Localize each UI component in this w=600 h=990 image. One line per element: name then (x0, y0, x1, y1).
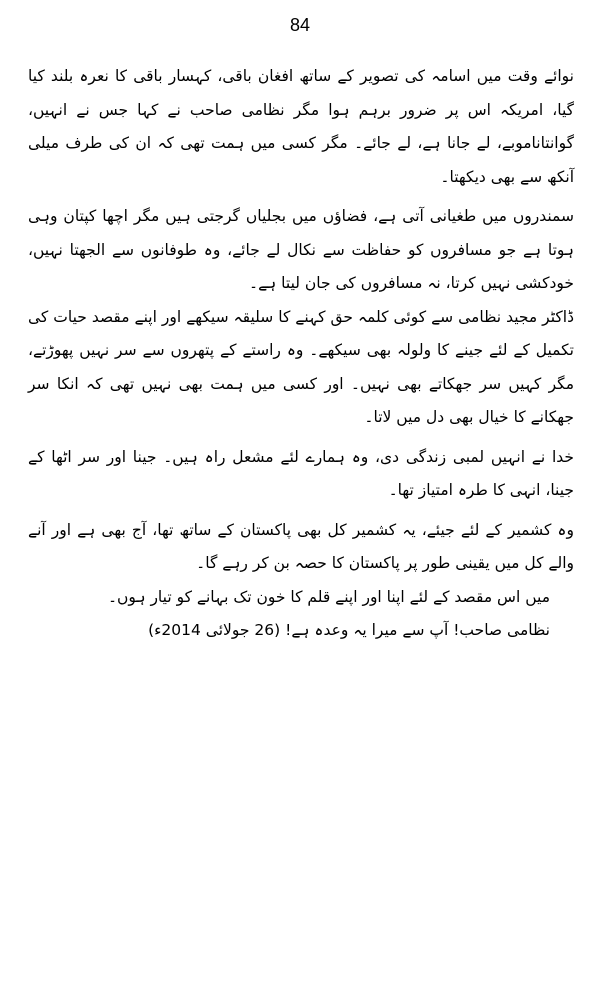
paragraph-captain-storm: سمندروں میں طغیانی آتی ہے، فضاؤں میں بجلیاں گرجتی ہیں مگر اچھا کپتان وہی ہوتا ہے جو مسافروں کو حفاظت سے نکال لے جائے، وہ طوفانوں سے الجھتا نہیں، خودکشی نہیں کرتا، نہ مسافروں کی جان لیتا ہے۔ (28, 207, 574, 292)
page-body (28, 60, 574, 648)
paragraph-kashmir: وہ کشمیر کے لئے جیئے، یہ کشمیر کل بھی پاکستان کے ساتھ تھا، آج بھی ہے اور آنے والے کل میں یقینی طور پر پاکستان کا حصہ بن کر رہے گا۔ (28, 520, 574, 572)
paragraph-long-life: خدا نے انہیں لمبی زندگی دی، وہ ہمارے لئے مشعل راہ ہیں۔ جینا اور سر اٹھا کے جینا، انہی کا طرہ امتیاز تھا۔ (28, 447, 574, 499)
page-number: 84 (289, 15, 311, 35)
paragraph-promise-date: نظامی صاحب! آپ سے میرا یہ وعدہ ہے! (26 جولائی 2014ء) (148, 621, 550, 639)
paragraph-pledge: میں اس مقصد کے لئے اپنا اور اپنے قلم کا خون تک بہانے کو تیار ہوں۔ (107, 587, 550, 606)
paragraph-dr-nizami: ڈاکٹر مجید نظامی سے کوئی کلمہ حق کہنے کا سلیقہ سیکھے اور اپنے مقصد حیات کی تکمیل کے لئے جینے کا ولولہ بھی سیکھے۔ وہ راستے کے پتھروں سے سر نہیں پھوڑتے، مگر کہیں سر جھکاتے بھی نہیں۔ اور کسی میں ہمت بھی نہیں تھی کہ انکا سر جھکانے کا خیال بھی دل میں لاتا۔ (28, 307, 574, 426)
paragraph-osama-headline: نوائے وقت میں اسامہ کی تصویر کے ساتھ افغان باقی، کہسار باقی کا نعرہ بلند کیا گیا، امریکہ اس پر ضرور برہم ہوا مگر نظامی صاحب نے کہا جس نے انہیں، گوانتاناموبے، لے جانا ہے، لے جائے۔ مگر کسی میں ہمت تھی کہ ان کی طرف میلی آنکھ سے بھی دیکھتا۔ (28, 67, 574, 186)
